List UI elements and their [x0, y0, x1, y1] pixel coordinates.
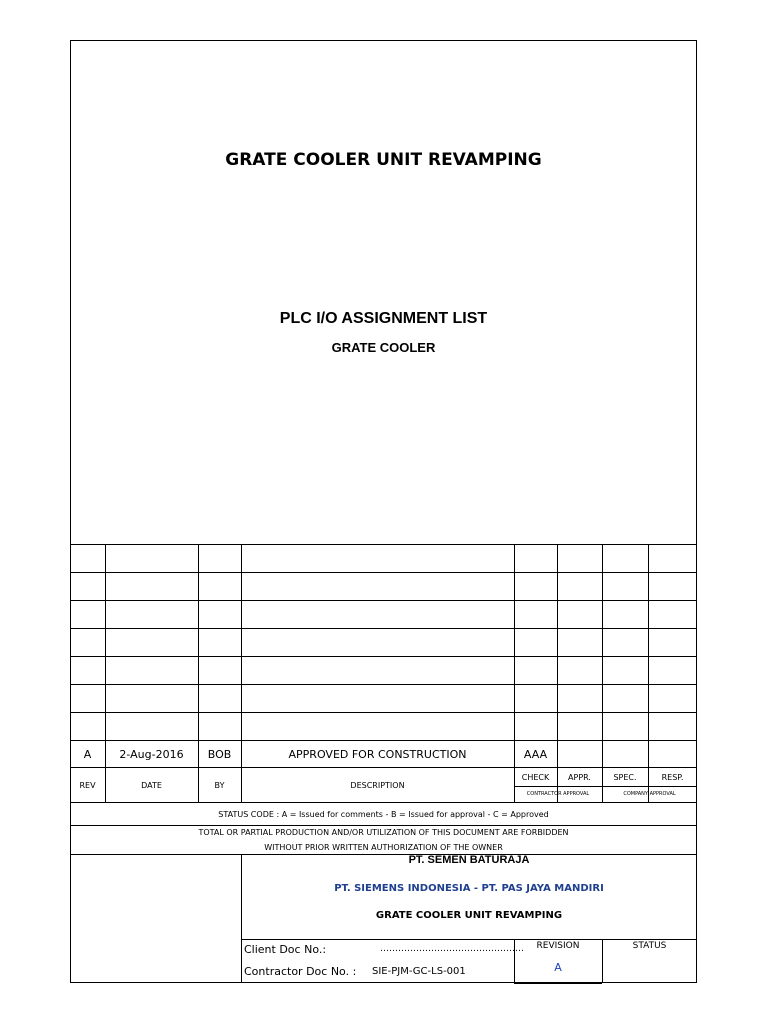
revision-header-bottom — [70, 802, 697, 803]
status-code-legend: STATUS CODE : A = Issued for comments - B = Issued for approval - C = Approved — [218, 809, 549, 819]
contractor-name: PT. SIEMENS INDONESIA - PT. PAS JAYA MANDIRI — [334, 882, 604, 894]
revision-cell-rev — [70, 712, 105, 740]
client-doc-label: Client Doc No.: — [244, 943, 327, 956]
header-by: BY — [214, 780, 225, 790]
header-date: DATE — [141, 780, 162, 790]
revision-cell-check — [514, 600, 557, 628]
revision-cell-resp — [648, 628, 697, 656]
revision-cell-description — [241, 684, 514, 712]
revision-cell-resp — [648, 656, 697, 684]
revision-cell-date — [105, 628, 198, 656]
revision-block-divider — [514, 939, 515, 983]
revision-cell-by — [198, 628, 241, 656]
revision-cell-check — [514, 656, 557, 684]
revision-label: REVISION — [536, 941, 580, 951]
revision-cell-rev: A — [83, 747, 92, 761]
company-approval-label: COMPANY APPROVAL — [623, 791, 676, 797]
revision-cell-description — [241, 572, 514, 600]
revision-cell-date — [105, 712, 198, 740]
client-doc-value: ………………………………………… — [380, 944, 524, 954]
header-check: CHECK — [521, 772, 550, 782]
revision-cell-appr — [557, 628, 602, 656]
header-resp: RESP. — [661, 772, 684, 782]
revision-cell-date: 2-Aug-2016 — [119, 747, 184, 761]
revision-cell-description — [241, 628, 514, 656]
notice-line-2: WITHOUT PRIOR WRITTEN AUTHORIZATION OF THE OWNER — [264, 842, 503, 852]
revision-cell-date — [105, 600, 198, 628]
revision-cell-resp — [648, 684, 697, 712]
revision-cell-appr — [557, 656, 602, 684]
revision-cell-check — [514, 628, 557, 656]
revision-cell-check — [514, 544, 557, 572]
document-title: PLC I/O ASSIGNMENT LIST — [279, 310, 488, 327]
revision-cell-spec — [602, 572, 648, 600]
revision-cell-check — [514, 684, 557, 712]
revision-cell-spec — [602, 684, 648, 712]
revision-cell-by — [198, 656, 241, 684]
revision-cell-rev — [70, 600, 105, 628]
status-label: STATUS — [632, 941, 667, 951]
revision-cell-spec — [602, 712, 648, 740]
revision-cell-by — [198, 684, 241, 712]
header-appr: APPR. — [568, 772, 591, 782]
revision-cell-spec — [602, 740, 648, 768]
revision-value: A — [554, 960, 562, 974]
notice-line-1: TOTAL OR PARTIAL PRODUCTION AND/OR UTILIZATION OF THIS DOCUMENT ARE FORBIDDEN — [198, 827, 569, 837]
revision-cell-by — [198, 572, 241, 600]
revision-cell-date — [105, 572, 198, 600]
revision-cell-rev — [70, 628, 105, 656]
revision-cell-rev — [70, 544, 105, 572]
revision-cell-spec — [602, 600, 648, 628]
revision-cell-check — [514, 712, 557, 740]
revision-cell-date — [105, 544, 198, 572]
revision-cell-resp — [648, 740, 697, 768]
notice-bottom — [70, 854, 697, 855]
revision-cell-spec — [602, 544, 648, 572]
revision-cell-date — [105, 656, 198, 684]
revision-block-bottom — [514, 983, 602, 984]
revision-cell-appr — [557, 572, 602, 600]
header-description: DESCRIPTION — [350, 780, 405, 790]
header-spec: SPEC. — [613, 772, 637, 782]
revision-cell-by — [198, 544, 241, 572]
revision-cell-appr — [557, 712, 602, 740]
contractor-doc-value: SIE-PJM-GC-LS-001 — [372, 966, 466, 977]
revision-cell-spec — [602, 628, 648, 656]
revision-cell-resp — [648, 712, 697, 740]
revision-cell-appr — [557, 544, 602, 572]
status-value — [602, 958, 697, 976]
contractor-approval-label: CONTRACTOR APPROVAL — [526, 791, 590, 797]
title-block-divider — [241, 854, 242, 983]
approval-split-line — [514, 786, 697, 787]
revision-cell-rev — [70, 572, 105, 600]
title-block-doc-line — [241, 939, 697, 940]
project-title: GRATE COOLER UNIT REVAMPING — [225, 150, 542, 170]
revision-cell-by — [198, 600, 241, 628]
revision-cell-check — [514, 572, 557, 600]
revision-cell-spec — [602, 656, 648, 684]
revision-cell-by: BOB — [207, 747, 232, 761]
revision-cell-description — [241, 712, 514, 740]
revision-cell-check: AAA — [523, 747, 548, 761]
document-subtitle: GRATE COOLER — [331, 340, 436, 355]
header-rev: REV — [79, 780, 96, 790]
owner-name: PT. SEMEN BATURAJA — [408, 854, 530, 866]
revision-cell-description — [241, 544, 514, 572]
status-block-divider — [602, 939, 603, 983]
revision-cell-description — [241, 656, 514, 684]
revision-cell-resp — [648, 600, 697, 628]
revision-cell-by — [198, 712, 241, 740]
contractor-doc-label: Contractor Doc No. : — [244, 965, 357, 978]
revision-cell-rev — [70, 656, 105, 684]
revision-cell-resp — [648, 544, 697, 572]
revision-cell-description — [241, 600, 514, 628]
revision-cell-resp — [648, 572, 697, 600]
revision-cell-date — [105, 684, 198, 712]
status-bottom — [70, 825, 697, 826]
title-block-project: GRATE COOLER UNIT REVAMPING — [375, 909, 563, 921]
revision-cell-rev — [70, 684, 105, 712]
revision-cell-description: APPROVED FOR CONSTRUCTION — [288, 747, 467, 761]
revision-cell-appr — [557, 740, 602, 768]
revision-cell-appr — [557, 600, 602, 628]
revision-cell-appr — [557, 684, 602, 712]
